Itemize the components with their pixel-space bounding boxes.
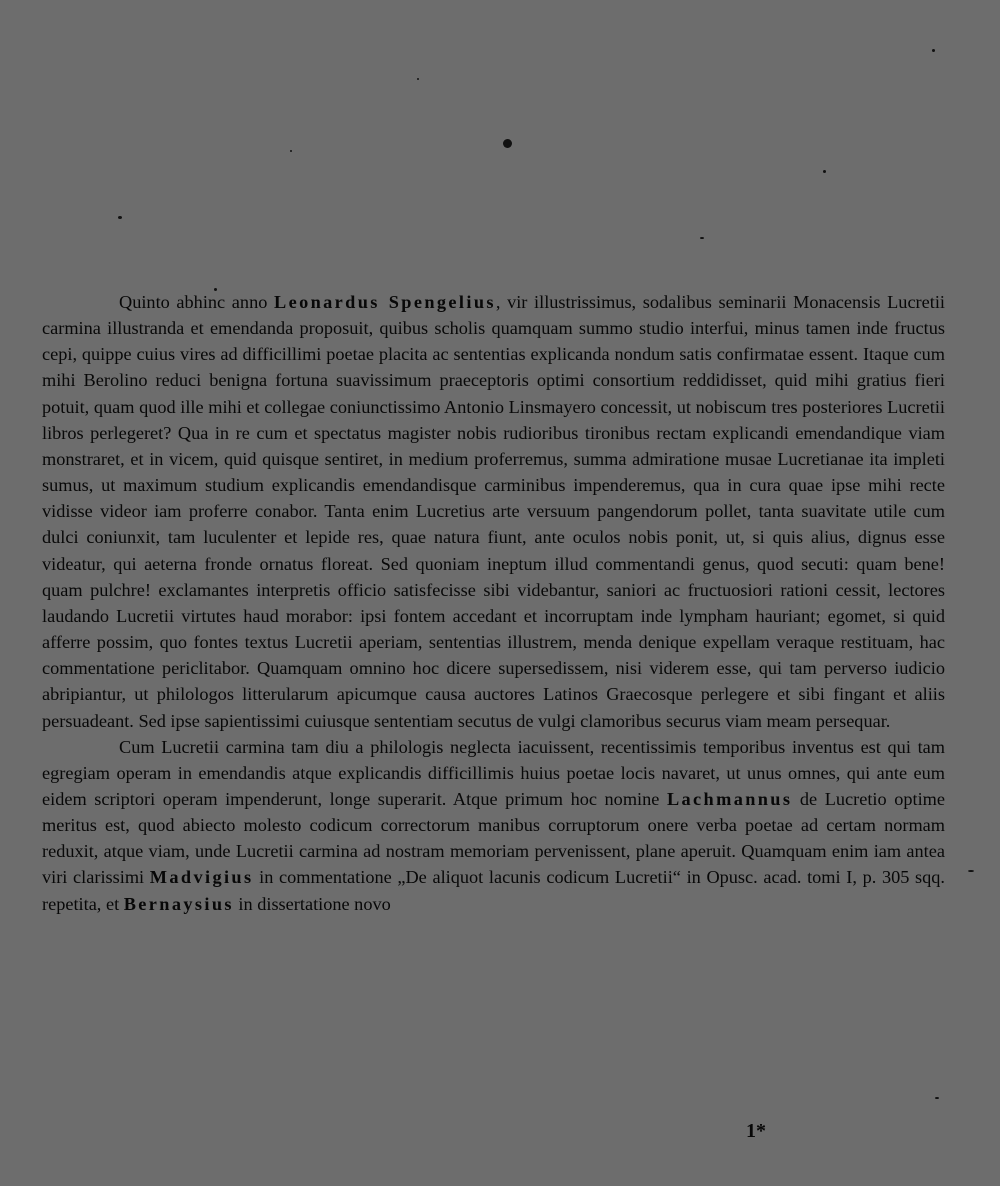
- page-number: 1*: [746, 1120, 766, 1142]
- scan-speck: [968, 870, 974, 872]
- scan-speck: [290, 150, 292, 152]
- author-name-madvigius: Madvigius: [149, 867, 254, 888]
- scan-speck: [935, 1097, 939, 1099]
- paragraph-1: [42, 289, 945, 734]
- scan-speck: [118, 216, 122, 219]
- scan-speck: [417, 78, 419, 80]
- scan-speck: [932, 49, 935, 52]
- text-segment: de Lucretio optime meritus est, quod abiecto molesto codicum correctorum manibus corruptorum onere verba poetae ad certam normam reduxit, atque viam, unde Lucretii carmina ad nostram memoriam pervenissent, plane aperuit. Quamquam enim iam antea viri clarissimi: [42, 788, 945, 888]
- text-segment: in dissertatione novo: [233, 893, 391, 914]
- scan-speck: [823, 170, 826, 173]
- text-segment: , vir illustrissimus, sodalibus seminarii Monacensis Lucretii carmina illustranda et emendanda proposuit, quibus scholis quamquam summo studio interfui, minus tamen inde fructus cepi, quippe cuius vires ad difficillimi poetae placita ac sententias explicanda nondum satis confirmatae essent. Itaque cum mihi Berolino reduci benigna fortuna suavissimum praeceptoris optimi consortium reddidisset, quid mihi gratius fieri potuit, quam quod ille mihi et collegae coniunctissimo Antonio Linsmayero concessit, ut nobiscum tres posteriores Lucretii libros perlegeret? Qua in re cum et spectatus magister nobis rudioribus tironibus rectam explicandi emendandique viam monstraret, et in vicem, quid quisque sentiret, in medium proferremus, summa admiratione musae Lucretianae ita impleti sumus, ut maximum studium explicandis emendandisque carminibus impenderemus, qua in cura quae ipse mihi recte vidisse videor iam proferre conabor. Tanta enim Lucretius arte versuum pangendorum pollet, tanta suavitate utile cum dulci coniunxit, tam luculenter et lepide res, quae natura fiunt, ante oculos nobis ponit, ut, si quis alius, dignus esse videatur, qui aeterna fronde ornatus floreat. Sed quoniam ineptum illud commentandi genus, quod secuti: quam bene! quam pulchre! exclamantes interpretis officio satisfecisse sibi videbantur, saniori ac fructuosiori rationi cessit, lectores laudando Lucretii virtutes haud morabor: ipsi fontem accedant et incorruptam inde lympham hauriant; egomet, si quid afferre possim, quo fontes textus Lucretii aperiam, sententias illustrem, menda denique expellam veraque restituam, hac commentatione periclitabor. Quamquam omnino hoc dicere supersedissem, nisi viderem esse, qui tam perverso iudicio abripiantur, ut philologos litterularum apicumque causa auctores Latinos Graecosque perlegere et sibi fingant et aliis persuadeant. Sed ipse sapientissimi cuiusque sententiam secutus de vulgi clamoribus securus viam meam persequar.: [42, 292, 945, 731]
- paragraph-2: [42, 734, 945, 917]
- text-segment: Cum Lucretii carmina tam diu a philologis neglecta iacuissent, recentissimis temporibus inventus est qui tam egregiam operam in emendandis atque explicandis difficillimis huius poetae locis navaret, ut unus omnes, qui ante eum eidem scriptori operam impenderunt, longe superarit. Atque primum hoc nomine: [42, 736, 945, 809]
- author-name-lachmannus: Lachmannus: [666, 788, 793, 809]
- text-segment: Quinto abhinc anno: [119, 292, 274, 312]
- text-segment: in commentatione „De aliquot lacunis codicum Lucretii“ in Opusc. acad. tomi I, p. 305 sqq. repetita, et: [42, 867, 945, 914]
- author-name-spengelius: Leonardus Spengelius: [274, 292, 496, 312]
- scan-speck: [700, 237, 704, 239]
- author-name-bernaysius: Bernaysius: [123, 893, 234, 914]
- scan-speck: [503, 139, 512, 148]
- body-text: [42, 289, 945, 917]
